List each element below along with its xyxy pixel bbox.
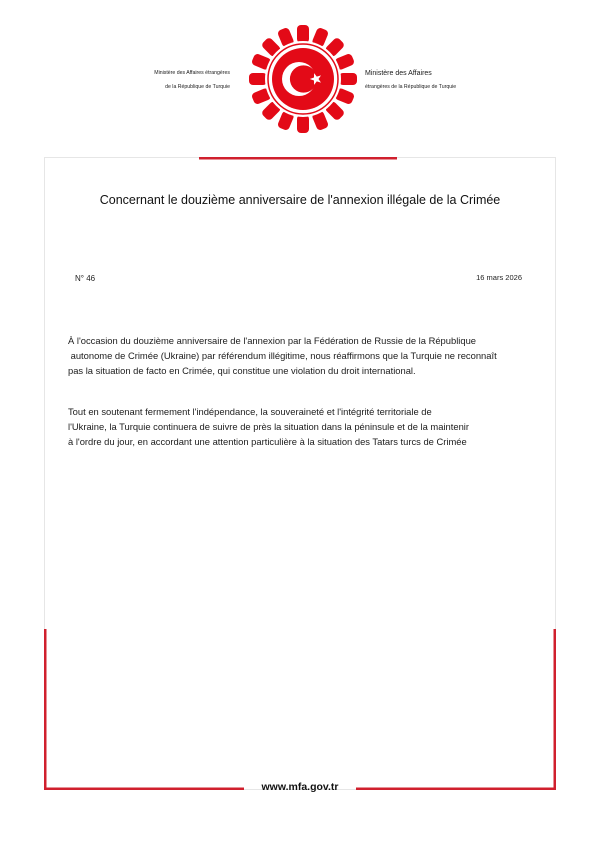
document-title: Concernant le douzième anniversaire de l'annexion illégale de la Crimée bbox=[99, 193, 501, 207]
footer-website-link[interactable]: www.mfa.gov.tr bbox=[261, 781, 339, 793]
turkish-crescent-star-emblem-icon bbox=[249, 24, 357, 134]
paragraph-line: à l'ordre du jour, en accordant une attention particulière à la situation des Tatars turcs de Crimée bbox=[68, 436, 467, 447]
paragraph-line: À l'occasion du douzième anniversaire de l'annexion par la Fédération de Russie de la République bbox=[68, 335, 477, 346]
header-left-line2: de la République de Turquie bbox=[165, 84, 230, 91]
header-right-line1: Ministère des Affaires bbox=[365, 70, 432, 77]
paragraph-1 bbox=[68, 333, 534, 378]
header-right-block bbox=[365, 70, 485, 90]
header-right-line2: étrangères de la République de Turquie bbox=[365, 84, 457, 90]
document-date: 16 mars 2026 bbox=[476, 273, 522, 282]
paragraph-2 bbox=[68, 404, 534, 449]
paragraph-line: l'Ukraine, la Turquie continuera de suivre de près la situation dans la péninsule et de la maintenir bbox=[68, 421, 469, 432]
paragraph-line: Tout en soutenant fermement l'indépendance, la souveraineté et l'intégrité territoriale de bbox=[68, 406, 432, 417]
document-number: N° 46 bbox=[75, 274, 96, 283]
document-frame bbox=[44, 157, 556, 790]
paragraph-line: pas la situation de facto en Crimée, qui constitue une violation du droit international. bbox=[68, 365, 416, 376]
paragraph-line: autonome de Crimée (Ukraine) par référendum illégitime, nous réaffirmons que la Turquie ne reconnaît bbox=[68, 350, 497, 361]
header-left-block bbox=[120, 71, 230, 99]
header-left-line1: Ministère des Affaires étrangères bbox=[154, 70, 230, 76]
